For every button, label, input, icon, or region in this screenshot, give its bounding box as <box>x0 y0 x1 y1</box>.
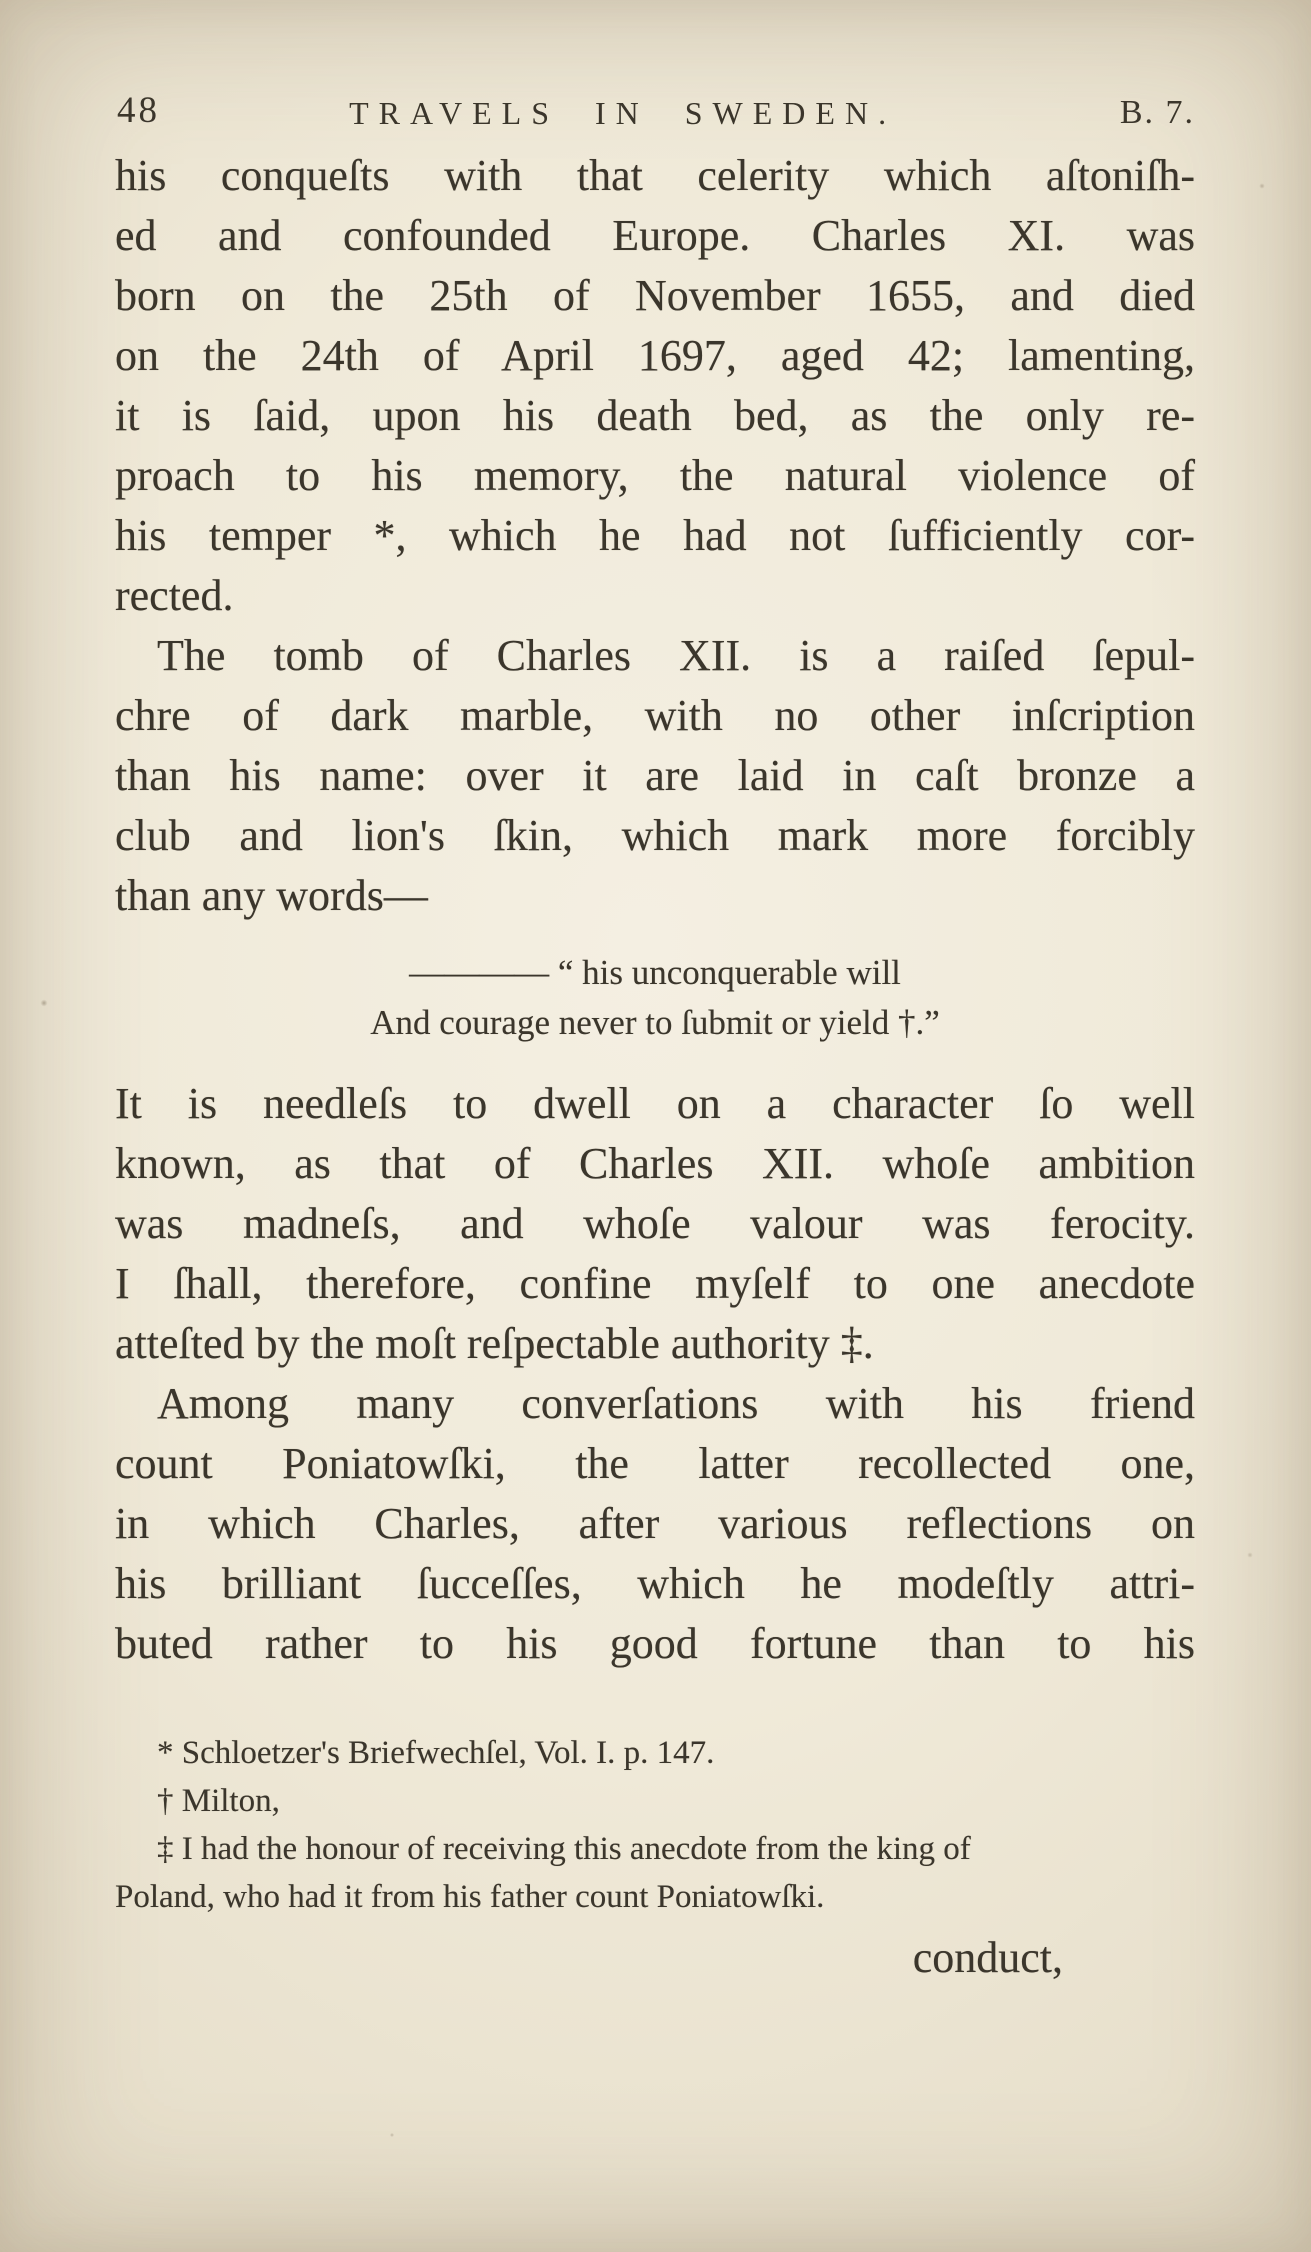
body-text <box>115 146 1195 1674</box>
text-line: chre of dark marble, with no other inſcription <box>115 691 1195 740</box>
text-line: Among many converſations with his friend <box>157 1379 1195 1428</box>
text-line: in which Charles, after various reflections on <box>115 1499 1195 1548</box>
text-line: atteſted by the moſt reſpectable authority ‡. <box>115 1319 874 1368</box>
text-line: count Poniatowſki, the latter recollected one, <box>115 1439 1195 1488</box>
paragraph <box>115 1074 1195 1374</box>
footnotes <box>115 1729 1195 1921</box>
text-line: his brilliant ſucceſſes, which he modeſtly attri- <box>115 1559 1195 1608</box>
text-line: proach to his memory, the natural violence of <box>115 451 1195 500</box>
text-line: his conqueſts with that celerity which aſtoniſh- <box>115 151 1195 200</box>
text-line: than his name: over it are laid in caſt bronze a <box>115 751 1195 800</box>
catchword: conduct, <box>912 1933 1063 1982</box>
quote-line: ———— “ his unconquerable will <box>409 953 901 992</box>
text-line: It is needleſs to dwell on a character ſo well <box>115 1079 1195 1128</box>
text-line: than any words— <box>115 871 428 920</box>
text-line: on the 24th of April 1697, aged 42; lamenting, <box>115 331 1195 380</box>
paragraph <box>115 626 1195 926</box>
text-line: rected. <box>115 571 234 620</box>
catchword-row <box>115 1929 1195 1987</box>
page-number: 48 <box>117 90 160 131</box>
running-header <box>115 86 1195 132</box>
text-line: The tomb of Charles XII. is a raiſed ſepul- <box>157 631 1195 680</box>
paragraph <box>115 1374 1195 1674</box>
header-book-ref: B. 7. <box>1119 94 1195 131</box>
text-line: known, as that of Charles XII. whoſe ambition <box>115 1139 1195 1188</box>
text-line: it is ſaid, upon his death bed, as the only re- <box>115 391 1195 440</box>
text-line: club and lion's ſkin, which mark more forcibly <box>115 811 1195 860</box>
footnote-line: * Schloetzer's Briefwechſel, Vol. I. p. 147. <box>157 1735 715 1771</box>
quote-line: And courage never to ſubmit or yield †.” <box>370 1003 940 1042</box>
footnote-line: † Milton, <box>157 1783 280 1819</box>
footnote-line: ‡ I had the honour of receiving this anecdote from the king of <box>157 1831 971 1867</box>
text-line: buted rather to his good fortune than to his <box>115 1619 1195 1668</box>
text-line: ed and confounded Europe. Charles XI. was <box>115 211 1195 260</box>
text-line: his temper *, which he had not ſufficiently cor- <box>115 511 1195 560</box>
text-line: born on the 25th of November 1655, and died <box>115 271 1195 320</box>
text-line: was madneſs, and whoſe valour was ferocity. <box>115 1199 1195 1248</box>
footnote-line: Poland, who had it from his father count Poniatowſki. <box>115 1879 825 1915</box>
text-line: I ſhall, therefore, confine myſelf to one anecdote <box>115 1259 1195 1308</box>
paragraph <box>115 146 1195 626</box>
text-block <box>115 86 1195 1987</box>
header-title: TRAVELS IN SWEDEN. <box>349 95 897 131</box>
quote-block <box>115 948 1195 1048</box>
